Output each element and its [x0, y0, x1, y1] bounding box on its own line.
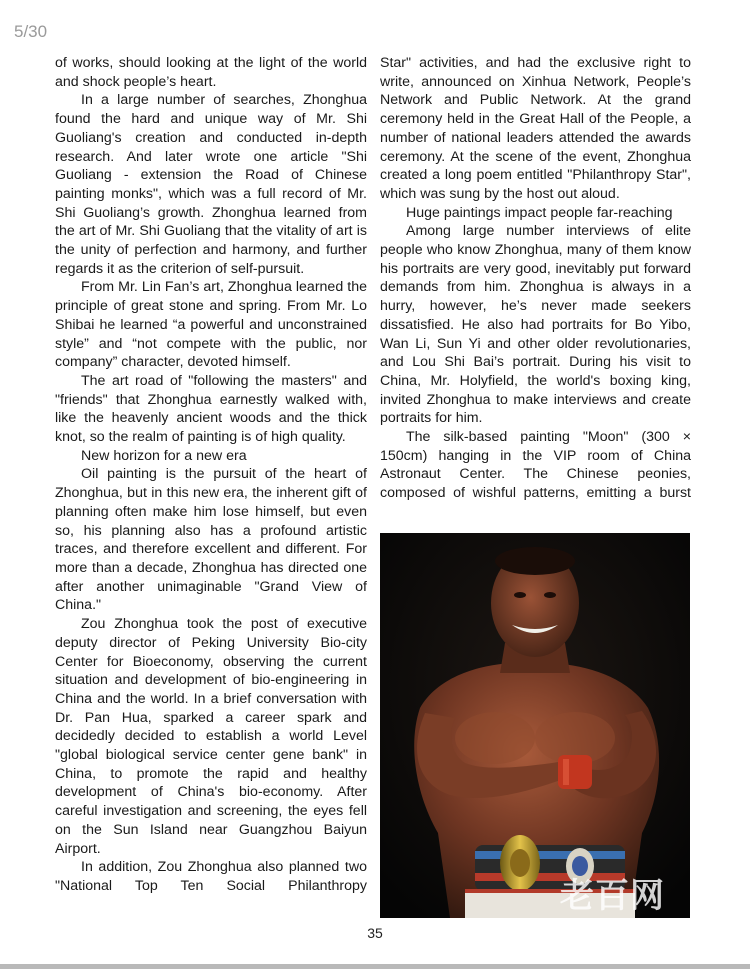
paragraph: Zou Zhonghua took the post of executive deputy director of Peking University Bio-city Center for Bioeconomy, observing the current situation and development of bio-engineering in China and the world. In a brief conversation with Dr. Pan Hua, sparked a career spark and decidedly decided to establish a world Level "global biological service center gene bank" in China, to promote the rapid and healthy development of China's bio-economy. After careful investigation and screening, the eyes fell on the Sun Island near Guangzhou Baiyun Airport.	[55, 616, 367, 857]
paragraph: Star" activities, and had the exclusive right to write, announced on Xinhua Network, People’s Network and Public Network. At the grand ceremony held in the Great Hall of the People, a number of national leaders attended the awards ceremony. At the scene of the event, Zhonghua created a long poem entitled "Philanthropy Star", which was sung by the host out aloud.	[380, 55, 691, 202]
section-subheading: Huge paintings impact people far-reaching	[406, 204, 673, 221]
right-column	[380, 54, 691, 503]
paragraph: Among large number interviews of elite people who know Zhonghua, many of them know his portraits are very good, inevitably put forward demands from him. Zhonghua is always in a hurry, however, he’s never made seekers dissatisfied. He also had portraits for Bo Yibo, Wan Li, Sun Yi and other older revolutionaries, and Lou Shi Bai’s portrait. During his visit to China, Mr. Holyfield, the world's boxing king, invited Zhonghua to make interviews and create portraits for him.	[380, 223, 691, 427]
boxer-portrait-painting	[380, 533, 690, 918]
paragraph: In addition, Zou Zhonghua also planned two "National Top Ten Social Philanthropy	[55, 859, 367, 894]
page-counter: 5/30	[14, 22, 48, 41]
section-subheading: New horizon for a new era	[81, 447, 247, 464]
page-number: 35	[367, 925, 383, 941]
paragraph: of works, should looking at the light of the world and shock people’s heart.	[55, 55, 367, 90]
paragraph: Oil painting is the pursuit of the heart of Zhonghua, but in this new era, the inherent gift of planning often make him lose himself, but even so, his planning also has a profound artistic traces, and therefore excellent and different. For more than a decade, Zhonghua has directed one after another unimaginable "Grand View of China."	[55, 466, 367, 614]
paragraph: The art road of "following the masters" and "friends" that Zhonghua earnestly walked with, like the heavenly ancient woods and the thick knot, so the realm of painting is of high quality.	[55, 372, 367, 446]
paragraph: From Mr. Lin Fan’s art, Zhonghua learned the principle of great stone and spring. From Mr. Lo Shibai he learned “a powerful and unconstrained style” and “not compete with the public, nor company” character, devoted himself.	[55, 279, 367, 371]
paragraph: In a large number of searches, Zhonghua found the hard and unique way of Mr. Shi Guoliang's creation and conducted in-depth research. And later wrote one article "Shi Guoliang - extension the Road of Chinese painting monks", which was a full record of Mr. Shi Guoliang’s growth. Zhonghua learned from the art of Mr. Shi Guoliang that the vitality of art is the unity of perfection and harmony, and further regards it as the criterion of self-pursuit.	[55, 92, 367, 277]
left-column	[55, 54, 367, 896]
watermark-logo: 老百网	[560, 876, 665, 916]
bottom-bar	[0, 964, 750, 969]
paragraph: The silk-based painting "Moon" (300 × 150cm) hanging in the VIP room of China Astronaut Center. The Chinese peonies, composed of wishful patterns, emitting a burst	[380, 429, 691, 502]
